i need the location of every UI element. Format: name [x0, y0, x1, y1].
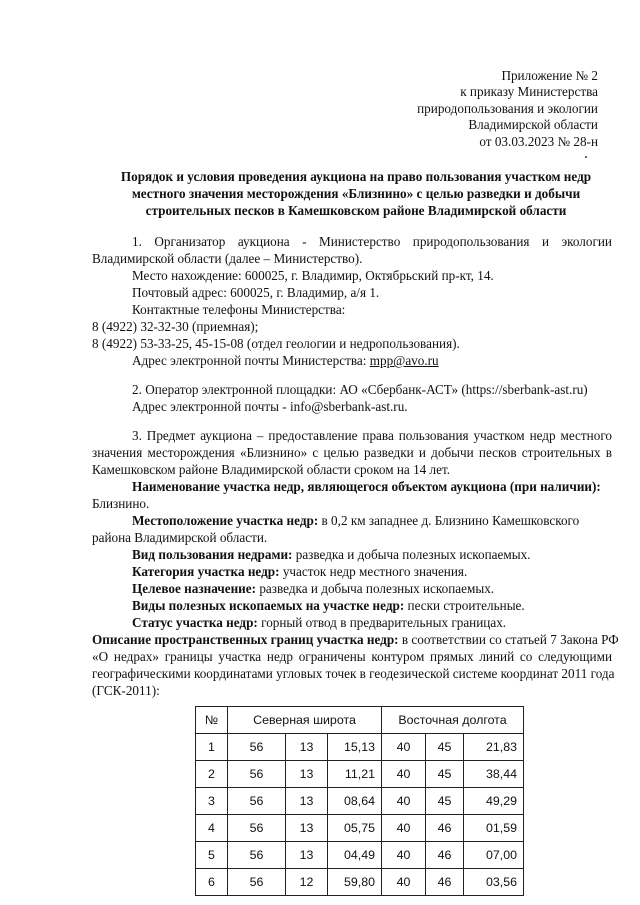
- cell-lon-sec: 01,59: [464, 815, 524, 842]
- s3-minerals-label: Виды полезных ископаемых на участке недр:: [132, 598, 405, 613]
- appendix-line: от 03.03.2023 № 28-н: [479, 133, 598, 149]
- cell-lat-deg: 56: [228, 869, 286, 896]
- s3-location-value: в 0,2 км западнее д. Близнино Камешковского: [318, 513, 580, 528]
- cell-lon-deg: 40: [382, 842, 426, 869]
- s3-category: [132, 563, 467, 580]
- s1-organizer-cont: Владимирской области (далее – Министерство).: [92, 251, 363, 266]
- cell-lat-deg: 56: [228, 788, 286, 815]
- s2-email: Адрес электронной почты - info@sberbank-ast.ru.: [132, 399, 408, 414]
- s3-status: [132, 614, 506, 631]
- cell-lon-deg: 40: [382, 815, 426, 842]
- s3-purpose-value: разведка и добыча полезных ископаемых.: [256, 581, 495, 596]
- cell-lat-deg: 56: [228, 734, 286, 761]
- s1-location: Место нахождение: 600025, г. Владимир, Октябрьский пр-кт, 14.: [132, 268, 494, 283]
- s3-purpose: [132, 580, 494, 597]
- table-header-row: [196, 707, 524, 734]
- s1-organizer: 1. Организатор аукциона - Министерство природопользования и экологии: [132, 234, 612, 249]
- cell-number: 5: [196, 842, 228, 869]
- s3-location-label: Местоположение участка недр:: [132, 513, 319, 528]
- title-line: местного значения месторождения «Близнино» с целью разведки и добычи: [131, 186, 581, 202]
- cell-lon-deg: 40: [382, 761, 426, 788]
- s3-category-label: Категория участка недр:: [132, 564, 280, 579]
- appendix-line: природопользования и экологии: [417, 100, 598, 116]
- s1-postal: Почтовый адрес: 600025, г. Владимир, а/я 1.: [132, 285, 380, 300]
- s3-bounds-value: в соответствии со статьей 7 Закона РФ: [398, 632, 619, 647]
- s3-status-label: Статус участка недр:: [132, 615, 258, 630]
- s3-subject: 3. Предмет аукциона – предоставление права пользования участком недр местного: [132, 428, 612, 443]
- cell-lon-min: 46: [426, 869, 464, 896]
- cell-lat-sec: 05,75: [328, 815, 382, 842]
- cell-number: 6: [196, 869, 228, 896]
- scan-speck: [585, 156, 587, 158]
- s3-bounds-label: Описание пространственных границ участка недр:: [92, 632, 399, 647]
- appendix-header: [338, 68, 598, 150]
- s3-purpose-label: Целевое назначение:: [132, 581, 257, 596]
- s3-location-cont: района Владимирской области.: [92, 530, 268, 545]
- cell-lon-sec: 21,83: [464, 734, 524, 761]
- s1-email-link[interactable]: mpp@avo.ru: [369, 353, 439, 368]
- cell-lat-deg: 56: [228, 842, 286, 869]
- cell-lon-deg: 40: [382, 734, 426, 761]
- s3-name-label: [132, 478, 601, 495]
- table-row: [196, 815, 524, 842]
- s3-bounds: [92, 631, 619, 648]
- s1-phones-label: Контактные телефоны Министерства:: [132, 302, 346, 317]
- s1-phone-1: 8 (4922) 32-32-30 (приемная);: [92, 319, 259, 334]
- s3-use: [132, 546, 531, 563]
- s1-phone-2: 8 (4922) 53-33-25, 45-15-08 (отдел геологии и недропользования).: [92, 336, 460, 351]
- s3-subject-cont: значения месторождения «Близнино» с целью разведки и добычи песков строительных в: [92, 445, 612, 460]
- header-number: №: [196, 707, 228, 734]
- cell-lat-min: 13: [286, 734, 328, 761]
- cell-lat-min: 13: [286, 842, 328, 869]
- s1-email: [132, 352, 439, 369]
- appendix-line: к приказу Министерства: [460, 84, 598, 100]
- s3-use-label: Вид пользования недрами:: [132, 547, 293, 562]
- s3-category-value: участок недр местного значения.: [279, 564, 468, 579]
- s1-email-label: Адрес электронной почты Министерства:: [132, 353, 370, 368]
- cell-lat-sec: 59,80: [328, 869, 382, 896]
- table-body: [196, 734, 524, 896]
- cell-lat-sec: 15,13: [328, 734, 382, 761]
- title-line: Порядок и условия проведения аукциона на право пользования участком недр: [120, 169, 592, 184]
- appendix-line: Владимирской области: [468, 117, 598, 133]
- s3-minerals: [132, 597, 525, 614]
- cell-lat-sec: 04,49: [328, 842, 382, 869]
- s3-subject-cont2: Камешковском районе Владимирской области сроком на 14 лет.: [92, 462, 451, 477]
- cell-lon-sec: 49,29: [464, 788, 524, 815]
- s3-minerals-value: пески строительные.: [404, 598, 525, 613]
- appendix-line: Приложение № 2: [501, 68, 598, 83]
- header-longitude: Восточная долгота: [382, 707, 524, 734]
- s3-use-value: разведка и добыча полезных ископаемых.: [292, 547, 531, 562]
- s3-status-value: горный отвод в предварительных границах.: [257, 615, 507, 630]
- cell-lat-deg: 56: [228, 815, 286, 842]
- s3-bounds-cont3: (ГСК-2011):: [92, 683, 160, 698]
- s3-bounds-cont: «О недрах» границы участка недр ограничены контуром прямых линий со следующими: [92, 649, 612, 664]
- cell-lat-sec: 08,64: [328, 788, 382, 815]
- cell-lat-min: 13: [286, 761, 328, 788]
- cell-lat-min: 12: [286, 869, 328, 896]
- cell-number: 4: [196, 815, 228, 842]
- cell-lon-min: 45: [426, 788, 464, 815]
- cell-lon-deg: 40: [382, 869, 426, 896]
- cell-lon-deg: 40: [382, 788, 426, 815]
- coordinates-table: [195, 706, 524, 896]
- table-row: [196, 869, 524, 896]
- cell-lon-min: 45: [426, 734, 464, 761]
- header-latitude: Северная широта: [228, 707, 382, 734]
- cell-number: 1: [196, 734, 228, 761]
- cell-lon-sec: 03,56: [464, 869, 524, 896]
- s3-location: [132, 512, 579, 529]
- cell-lon-sec: 38,44: [464, 761, 524, 788]
- table-row: [196, 788, 524, 815]
- document-title: [96, 168, 616, 220]
- s3-name-label-text: Наименование участка недр, являющегося объектом аукциона (при наличии):: [132, 479, 601, 494]
- s2-operator: 2. Оператор электронной площадки: АО «Сбербанк-АСТ» (https://sberbank-ast.ru): [132, 382, 588, 397]
- s3-name-value: Близнино.: [92, 496, 150, 511]
- table-row: [196, 842, 524, 869]
- cell-lat-sec: 11,21: [328, 761, 382, 788]
- cell-lon-min: 46: [426, 815, 464, 842]
- title-line: строительных песков в Камешковском районе Владимирской области: [145, 203, 567, 219]
- cell-number: 2: [196, 761, 228, 788]
- s3-bounds-cont2: географическими координатами угловых точек в геодезической системе координат 2011 года: [92, 666, 615, 681]
- cell-lon-sec: 07,00: [464, 842, 524, 869]
- cell-lat-min: 13: [286, 815, 328, 842]
- cell-lat-deg: 56: [228, 761, 286, 788]
- table-row: [196, 734, 524, 761]
- table-row: [196, 761, 524, 788]
- cell-lon-min: 45: [426, 761, 464, 788]
- cell-number: 3: [196, 788, 228, 815]
- cell-lat-min: 13: [286, 788, 328, 815]
- cell-lon-min: 46: [426, 842, 464, 869]
